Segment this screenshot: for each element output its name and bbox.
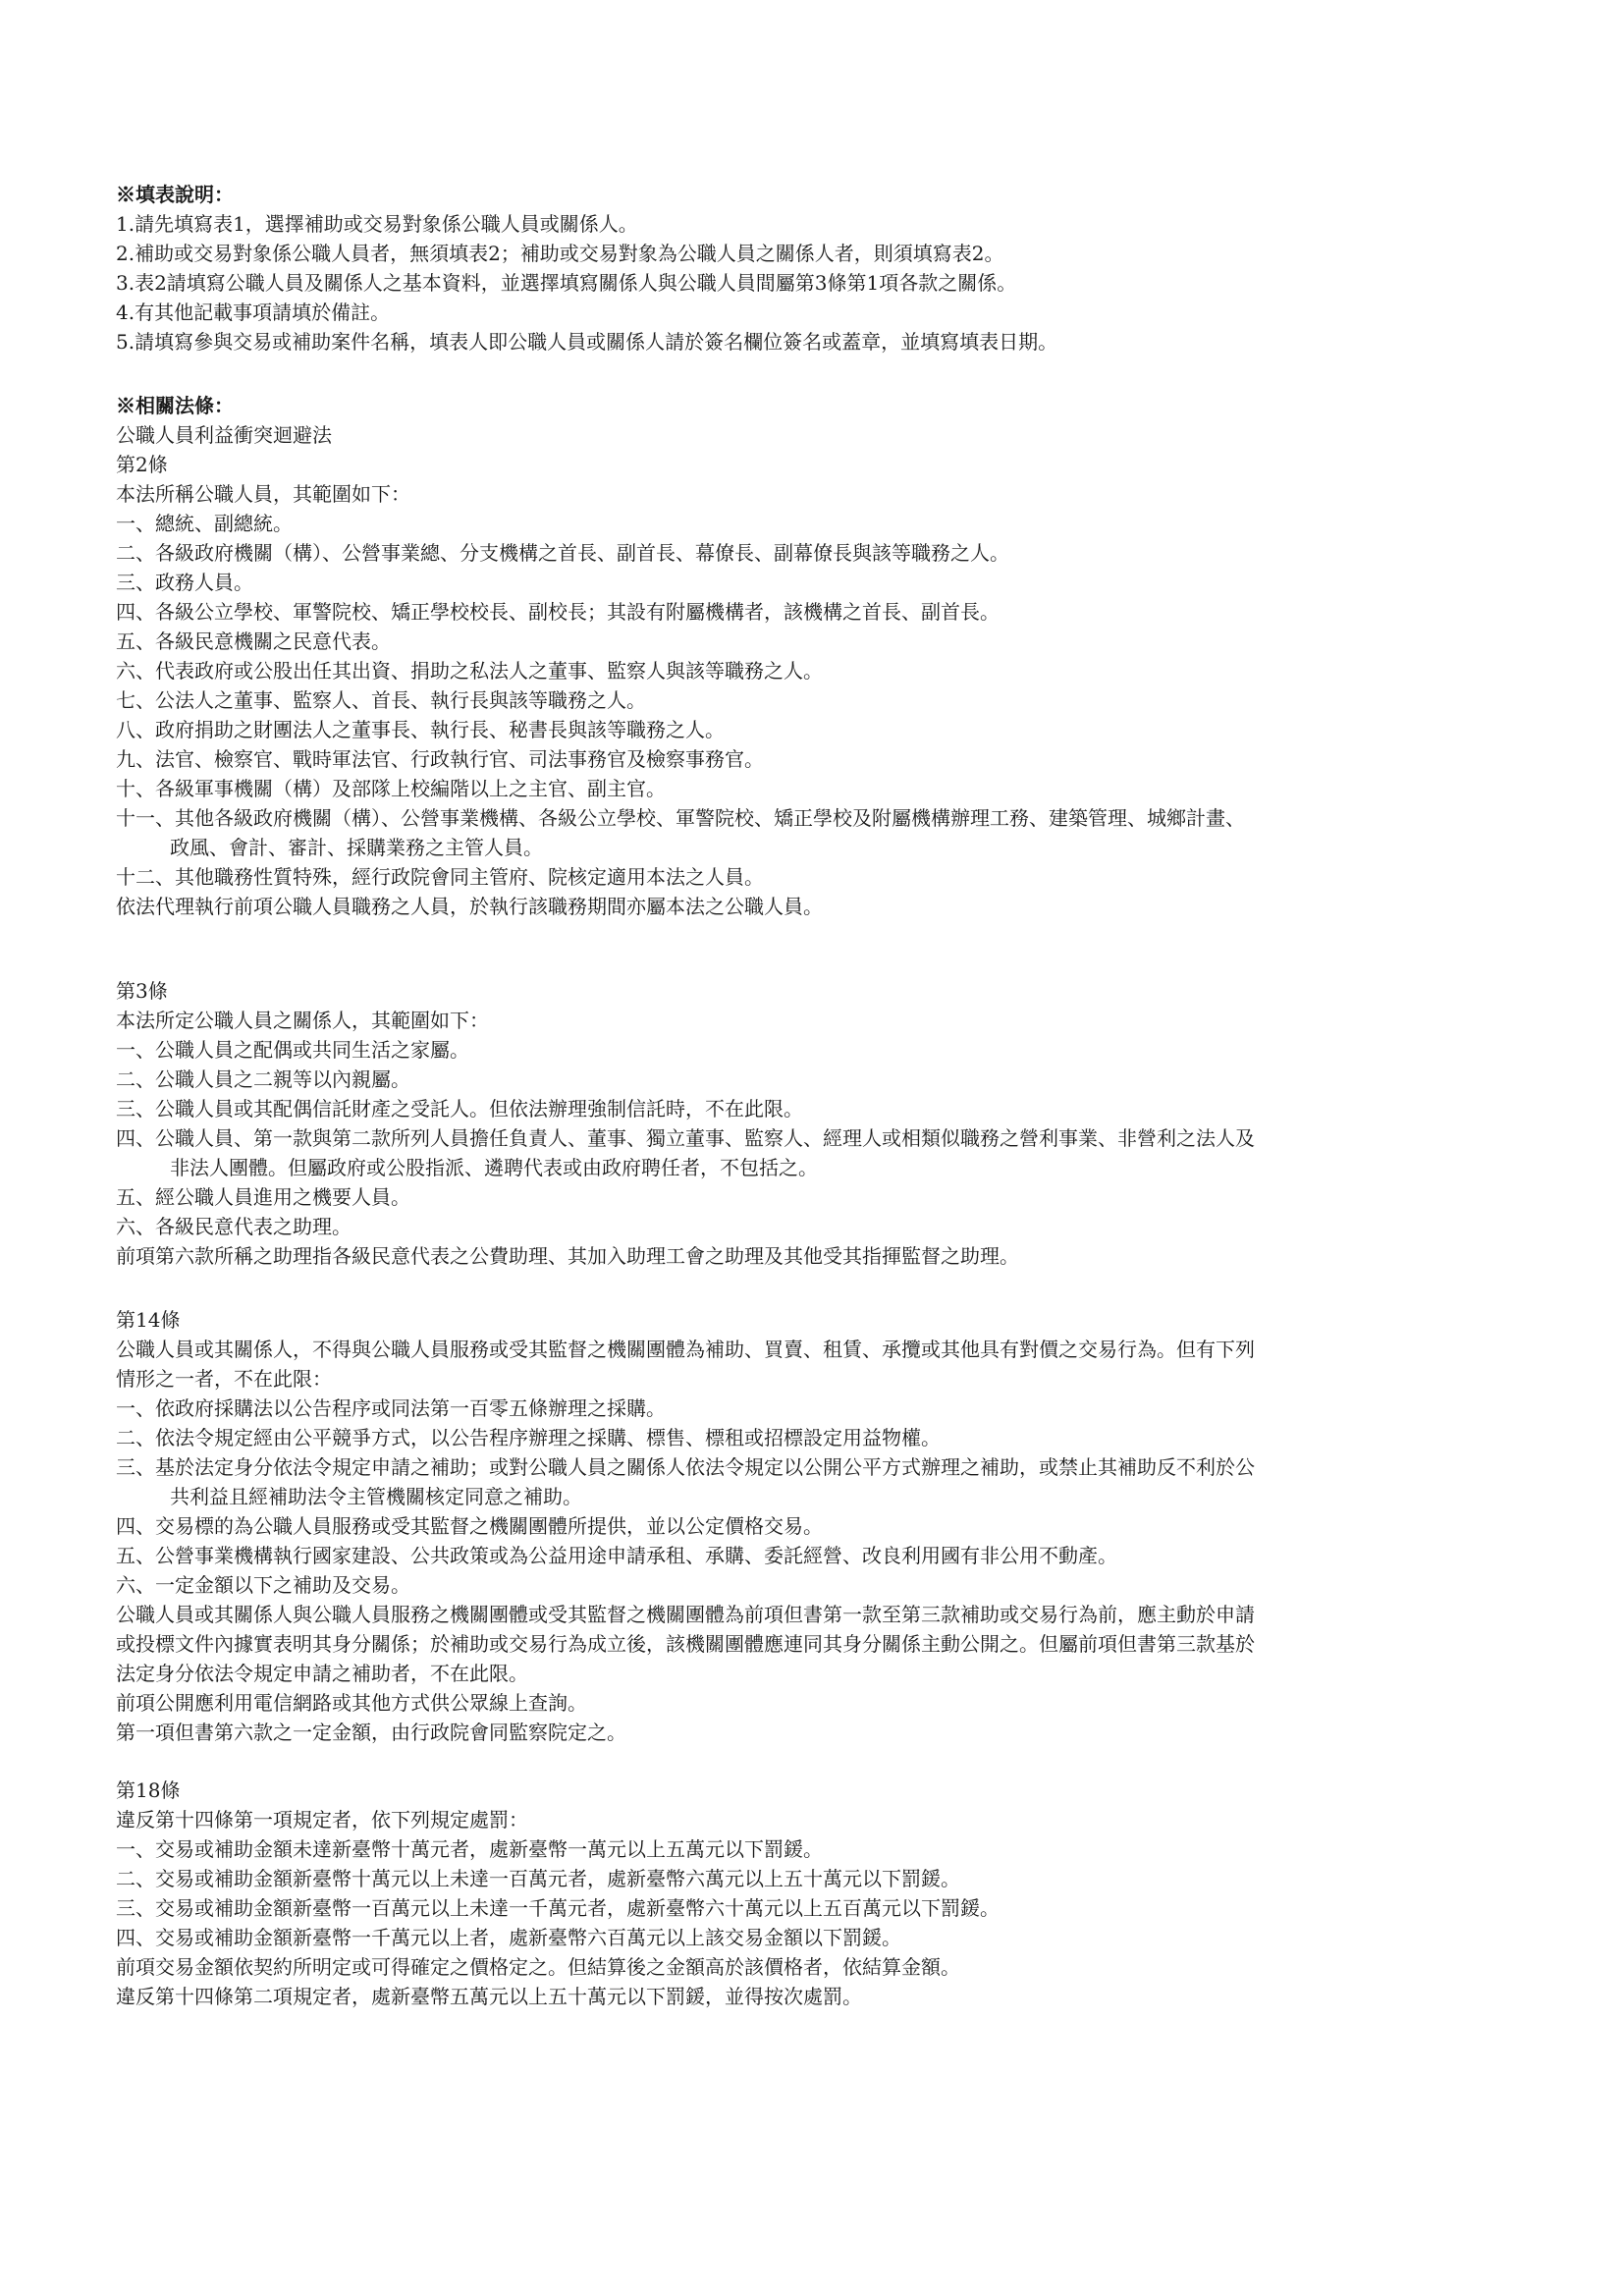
article-14-paragraph: 情形之一者，不在此限： [116, 1367, 332, 1391]
article-18-title: 第18條 [116, 1778, 181, 1802]
instructions-heading: ※填表說明： [116, 183, 234, 206]
article-18-item: 二、交易或補助金額新臺幣十萬元以上未達一百萬元者，處新臺幣六萬元以上五十萬元以下罰鍰。 [116, 1867, 960, 1890]
instruction-item: 4.有其他記載事項請填於備註。 [116, 301, 391, 324]
article-18-paragraph: 違反第十四條第一項規定者，依下列規定處罰： [116, 1808, 528, 1831]
article-2-item: 五、各級民意機關之民意代表。 [116, 629, 391, 653]
article-14-section [116, 1305, 1549, 1747]
article-3-title: 第3條 [116, 979, 168, 1003]
article-18-item: 一、交易或補助金額未達新臺幣十萬元者，處新臺幣一萬元以上五萬元以下罰鍰。 [116, 1837, 823, 1861]
article-14-item: 五、公營事業機構執行國家建設、公共政策或為公益用途申請承租、承購、委託經營、改良利用國有非公用不動產。 [116, 1544, 1117, 1567]
article-3-item: 三、公職人員或其配偶信託財產之受託人。但依法辦理強制信託時，不在此限。 [116, 1097, 803, 1121]
article-2-item: 二、各級政府機關（構）、公營事業總、分支機構之首長、副首長、幕僚長、副幕僚長與該等職務之人。 [116, 541, 1009, 565]
laws-heading: ※相關法條： [116, 394, 234, 417]
article-2-item: 七、公法人之董事、監察人、首長、執行長與該等職務之人。 [116, 688, 646, 712]
instructions-section [116, 180, 1549, 356]
article-14-paragraph: 前項公開應利用電信網路或其他方式供公眾線上查詢。 [116, 1691, 587, 1715]
article-14-item: 六、一定金額以下之補助及交易。 [116, 1573, 410, 1597]
article-3-item: 一、公職人員之配偶或共同生活之家屬。 [116, 1038, 469, 1062]
article-2-item: 九、法官、檢察官、戰時軍法官、行政執行官、司法事務官及檢察事務官。 [116, 747, 764, 771]
article-3-section [116, 976, 1549, 1271]
article-3-paragraph: 前項第六款所稱之助理指各級民意代表之公費助理、其加入助理工會之助理及其他受其指揮監督之助理。 [116, 1244, 1019, 1268]
article-2-item: 十二、其他職務性質特殊，經行政院會同主管府、院核定適用本法之人員。 [116, 865, 764, 889]
laws-section [116, 391, 1549, 921]
article-14-title: 第14條 [116, 1308, 181, 1332]
article-3-item: 五、經公職人員進用之機要人員。 [116, 1185, 410, 1209]
article-14-item: 三、基於法定身分依法令規定申請之補助；或對公職人員之關係人依法令規定以公開公平方式辦理之補助，或禁止其補助反不利於公 [116, 1455, 1255, 1479]
article-14-item: 四、交易標的為公職人員服務或受其監督之機關團體所提供，並以公定價格交易。 [116, 1514, 823, 1538]
article-18-item: 四、交易或補助金額新臺幣一千萬元以上者，處新臺幣六百萬元以上該交易金額以下罰鍰。 [116, 1926, 901, 1949]
article-2-item: 三、政務人員。 [116, 571, 253, 594]
instruction-item: 1.請先填寫表1，選擇補助或交易對象係公職人員或關係人。 [116, 212, 638, 236]
article-2-paragraph: 依法代理執行前項公職人員職務之人員，於執行該職務期間亦屬本法之公職人員。 [116, 895, 823, 918]
article-2-item-continuation: 政風、會計、審計、採購業務之主管人員。 [170, 836, 543, 859]
article-14-item: 二、依法令規定經由公平競爭方式，以公告程序辦理之採購、標售、標租或招標設定用益物權。 [116, 1426, 941, 1449]
article-3-item: 二、公職人員之二親等以內親屬。 [116, 1067, 410, 1091]
article-2-item: 六、代表政府或公股出任其出資、捐助之私法人之董事、監察人與該等職務之人。 [116, 659, 823, 683]
article-3-item: 六、各級民意代表之助理。 [116, 1215, 352, 1238]
article-2-item: 十一、其他各級政府機關（構）、公營事業機構、各級公立學校、軍警院校、矯正學校及附屬機構辦理工務、建築管理、城鄉計畫、 [116, 806, 1245, 830]
article-2-title: 第2條 [116, 453, 168, 476]
article-18-item: 三、交易或補助金額新臺幣一百萬元以上未達一千萬元者，處新臺幣六十萬元以上五百萬元以下罰鍰。 [116, 1896, 1000, 1920]
article-14-paragraph: 法定身分依法令規定申請之補助者，不在此限。 [116, 1662, 528, 1685]
instruction-item: 2.補助或交易對象係公職人員者，無須填表2；補助或交易對象為公職人員之關係人者，則須填寫表2。 [116, 242, 1004, 265]
article-2-item: 一、總統、副總統。 [116, 512, 293, 535]
article-3-item: 四、公職人員、第一款與第二款所列人員擔任負責人、董事、獨立董事、監察人、經理人或相類似職務之營利事業、非營利之法人及 [116, 1126, 1255, 1150]
article-18-section [116, 1776, 1549, 2011]
article-3-item-continuation: 非法人團體。但屬政府或公股指派、遴聘代表或由政府聘任者，不包括之。 [170, 1156, 818, 1179]
article-18-paragraph: 前項交易金額依契約所明定或可得確定之價格定之。但結算後之金額高於該價格者，依結算金額。 [116, 1955, 960, 1979]
article-18-paragraph: 違反第十四條第二項規定者，處新臺幣五萬元以上五十萬元以下罰鍰，並得按次處罰。 [116, 1985, 862, 2008]
instruction-item: 3.表2請填寫公職人員及關係人之基本資料，並選擇填寫關係人與公職人員間屬第3條第1項各款之關係。 [116, 271, 1017, 295]
article-14-item-continuation: 共利益且經補助法令主管機關核定同意之補助。 [170, 1485, 582, 1508]
article-2-item: 八、政府捐助之財團法人之董事長、執行長、秘書長與該等職務之人。 [116, 718, 725, 741]
act-name: 公職人員利益衝突迴避法 [116, 423, 332, 447]
article-14-paragraph: 第一項但書第六款之一定金額，由行政院會同監察院定之。 [116, 1721, 626, 1744]
article-2-item: 四、各級公立學校、軍警院校、矯正學校校長、副校長；其設有附屬機構者，該機構之首長、副首長。 [116, 600, 1000, 624]
article-2-intro: 本法所稱公職人員，其範圍如下： [116, 482, 410, 506]
article-14-item: 一、依政府採購法以公告程序或同法第一百零五條辦理之採購。 [116, 1396, 666, 1420]
article-2-item: 十、各級軍事機關（構）及部隊上校編階以上之主官、副主官。 [116, 777, 666, 800]
instruction-item: 5.請填寫參與交易或補助案件名稱，填表人即公職人員或關係人請於簽名欄位簽名或蓋章，並填寫填表日期。 [116, 330, 1058, 354]
article-14-paragraph: 公職人員或其關係人，不得與公職人員服務或受其監督之機關團體為補助、買賣、租賃、承攬或其他具有對價之交易行為。但有下列 [116, 1338, 1255, 1361]
article-3-intro: 本法所定公職人員之關係人，其範圍如下： [116, 1009, 489, 1032]
article-14-paragraph: 或投標文件內據實表明其身分關係；於補助或交易行為成立後，該機關團體應連同其身分關係主動公開之。但屬前項但書第三款基於 [116, 1632, 1255, 1656]
article-14-paragraph: 公職人員或其關係人與公職人員服務之機關團體或受其監督之機關團體為前項但書第一款至第三款補助或交易行為前，應主動於申請 [116, 1603, 1255, 1626]
